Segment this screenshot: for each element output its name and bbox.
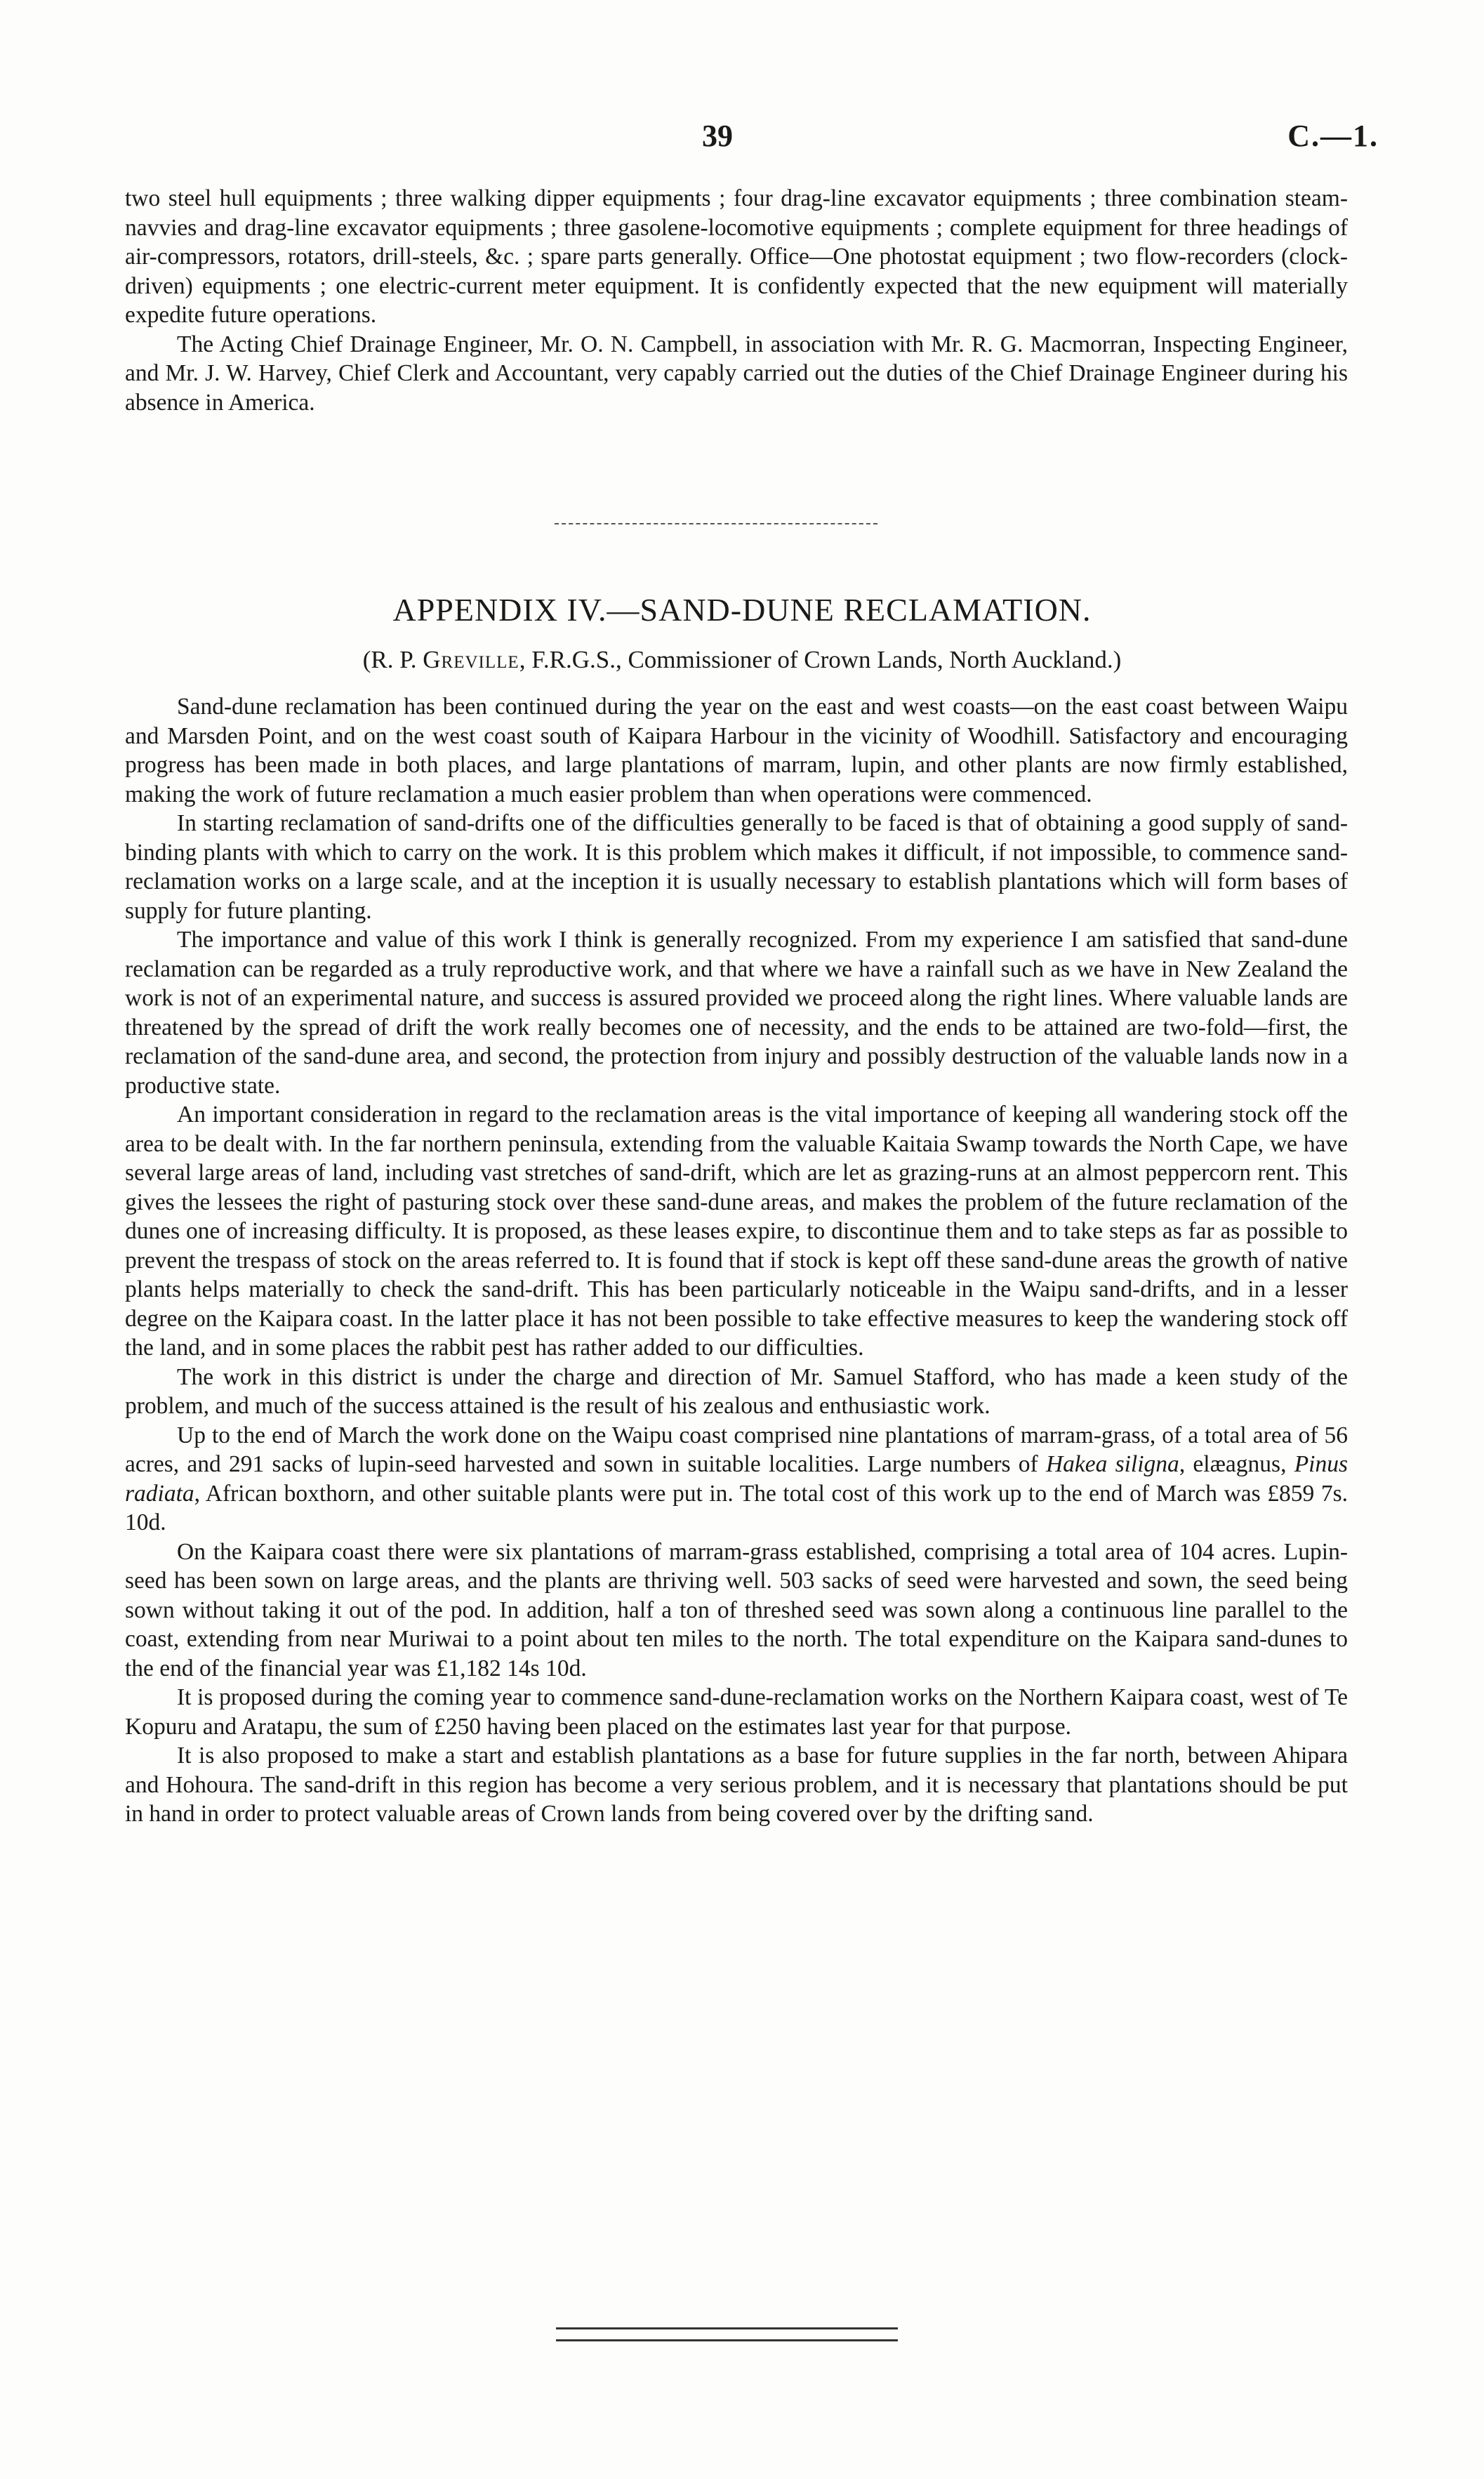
page-number: 39 [702, 119, 733, 153]
appendix-title: APPENDIX IV.—SAND-DUNE RECLAMATION. [392, 592, 1092, 628]
document-code: C.—1. [1287, 119, 1379, 153]
byline-rest: , F.R.G.S., Commissioner of Crown Lands, North Auckland.) [519, 646, 1122, 673]
appendix-byline [0, 646, 1484, 674]
paragraph-6-c: , African boxthorn, and other suitable plants were put in. The total cost of this work up to the end of March was £859 7s. 10d. [125, 1480, 1348, 1535]
paragraph-3: The importance and value of this work I think is generally recognized. From my experience I am satisfied that sand-dune reclamation can be regarded as a truly reproductive work, and that where we have a rainfall such as we have in New Zealand the work is not of an experimental nature, and success is assured provided we proceed along the right lines. Where valuable lands are threatened by the spread of drift the work really becomes one of necessity, and the ends to be attained are two-fold—first, the reclamation of the sand-dune area, and second, the protection from injury and possibly destruction of the valuable lands now in a productive state. [125, 927, 1348, 1099]
paragraph-1: Sand-dune reclamation has been continued during the year on the east and west coasts—on the east coast between Waipu and Marsden Point, and on the west coast south of Kaipara Harbour in the vicinity of Woodhill. Satisfactory and encouraging progress has been made in both places, and large plantations of marram, lupin, and other plants are now firmly established, making the work of future reclamation a much easier problem than when operations were commenced. [125, 694, 1348, 807]
paragraph-2: In starting reclamation of sand-drifts one of the difficulties generally to be faced is that of obtaining a good supply of sand-binding plants with which to carry on the work. It is this problem which makes it difficult, if not impossible, to commence sand-reclamation works on a large scale, and at the inception it is usually necessary to establish plantations which will form bases of supply for future planting. [125, 810, 1348, 924]
species-hakea: Hakea siligna [1045, 1451, 1179, 1477]
section-divider [555, 523, 877, 524]
paragraph-7: On the Kaipara coast there were six plantations of marram-grass established, comprising a total area of 104 acres. Lupin-seed has been sown on large areas, and the plants are thriving well. 503 sacks of seed were harvested and sown, the seed being sown without taking it out of the pod. In addition, half a ton of threshed seed was sown along a continuous line parallel to the coast, extending from near Muriwai to a point about ten miles to the north. The total expenditure on the Kaipara sand-dunes to the end of the financial year was £1,182 14s 10d. [125, 1538, 1348, 1681]
paragraph-8: It is proposed during the coming year to commence sand-dune-reclamation works on the Northern Kaipara coast, west of Te Kopuru and Aratapu, the sum of £250 having been placed on the estimates last year for that purpose. [125, 1684, 1348, 1740]
paragraph-4: An important consideration in regard to the reclamation areas is the vital importance of keeping all wandering stock off the area to be dealt with. In the far northern peninsula, extending from the valuable Kaitaia Swamp towards the North Cape, we have several large areas of land, including vast stretches of sand-drift, which are let as grazing-runs at an almost peppercorn rent. This gives the lessees the right of pasturing stock over these sand-dune areas, and makes the problem of the future reclamation of the dunes one of increasing difficulty. It is proposed, as these leases expire, to discontinue them and to take steps as far as possible to prevent the trespass of stock on the areas referred to. It is found that if stock is kept off these sand-dune areas the growth of native plants helps materially to check the sand-drift. This has been particularly noticeable in the Waipu sand-drifts, and in a lesser degree on the Kaipara coast. In the latter place it has not been possible to take effective measures to keep the wandering stock off the land, and in some places the rabbit pest has rather added to our difficulties. [125, 1102, 1348, 1361]
species-pinus: Pinus radiata [125, 1451, 1348, 1507]
paragraph-6 [125, 1421, 1348, 1538]
paragraph-6-b: , elæagnus, [1179, 1451, 1294, 1477]
appendix-body [125, 692, 1348, 1829]
intro-paragraph-2: The Acting Chief Drainage Engineer, Mr. O. N. Campbell, in association with Mr. R. G. Macmorran, Inspecting Engineer, and Mr. J. W. Harvey, Chief Clerk and Accountant, very capably carried out the duties of the Chief Drainage Engineer during his absence in America. [125, 331, 1348, 416]
intro-paragraph-1: two steel hull equipments ; three walking dipper equipments ; four drag-line excavator equipments ; three combination steam-navvies and drag-line excavator equipments ; three gasolene-locomotive equipments ; complete equipment for three headings of air-compressors, rotators, drill-steels, &c. ; spare parts generally. Office—One photostat equipment ; two flow-recorders (clock-driven) equipments ; one electric-current meter equipment. It is confidently expected that the new equipment will materially expedite future operations. [125, 185, 1348, 328]
end-double-rule [556, 2327, 898, 2341]
paragraph-5: The work in this district is under the charge and direction of Mr. Samuel Stafford, who has made a keen study of the problem, and much of the success attained is the result of his zealous and enthusiastic work. [125, 1363, 1348, 1419]
paragraph-9: It is also proposed to make a start and establish plantations as a base for future supplies in the far north, between Ahipara and Hohoura. The sand-drift in this region has become a very serious problem, and it is necessary that plantations should be put in hand in order to protect valuable areas of Crown lands from being covered over by the drifting sand. [125, 1743, 1348, 1827]
intro-section [125, 184, 1348, 417]
byline-name: Greville [423, 646, 519, 673]
paragraph-6-a: Up to the end of March the work done on the Waipu coast comprised nine plantations of marram-grass, of a total area of 56 acres, and 291 sacks of lupin-seed harvested and sown in suitable localities. Large numbers of [125, 1422, 1348, 1477]
byline-open: (R. P. [362, 646, 423, 673]
